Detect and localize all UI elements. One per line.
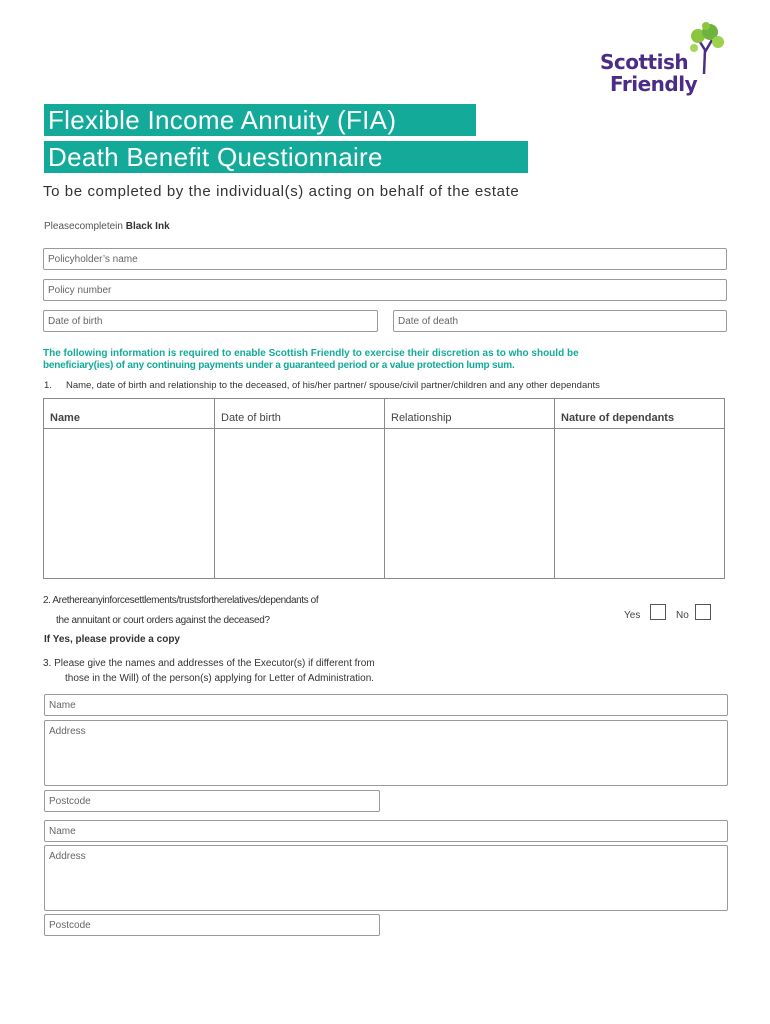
question-2-line1: 2. Arethereanyinforcesettlements/trustsfortherelatives/dependants of: [43, 595, 319, 606]
page-title-line2: Death Benefit Questionnaire: [44, 141, 528, 173]
executor-2-postcode-label: Postcode: [49, 920, 91, 931]
executor-1-name-label: Name: [49, 700, 76, 711]
executor-1-address-label: Address: [49, 726, 86, 737]
scottish-friendly-logo: [596, 22, 728, 102]
table-column-nature-of-dependants[interactable]: [555, 399, 725, 578]
page-subtitle: To be completed by the individual(s) acting on behalf of the estate: [43, 183, 520, 200]
yes-label: Yes: [624, 610, 641, 621]
question-1-text: Name, date of birth and relationship to the deceased, of his/her partner/ spouse/civil partner/children and any other dependants: [66, 380, 600, 391]
yes-checkbox[interactable]: [650, 604, 666, 620]
question-3-line2: those in the Will) of the person(s) applying for Letter of Administration.: [65, 673, 375, 684]
date-of-death-field[interactable]: [393, 310, 727, 332]
executor-2-address-label: Address: [49, 851, 86, 862]
logo-text-line2: Friendly: [610, 72, 698, 96]
table-header-relationship: Relationship: [391, 412, 452, 424]
executor-2-name-field[interactable]: [44, 820, 728, 842]
no-checkbox[interactable]: [695, 604, 711, 620]
executor-2-address-field[interactable]: [44, 845, 728, 911]
intro-text: [43, 348, 703, 372]
executor-1-name-field[interactable]: [44, 694, 728, 716]
question-1-number: 1.: [44, 380, 52, 391]
intro-line1: The following information is required to enable Scottish Friendly to exercise their discretion as to who should be: [43, 348, 579, 359]
tree-logo-icon: [686, 22, 726, 74]
date-of-death-label: Date of death: [398, 316, 459, 327]
ink-instruction-prefix: Pleasecompletein: [44, 221, 126, 232]
dependants-table: [43, 398, 725, 579]
ink-instruction-emphasis: Black Ink: [125, 221, 170, 232]
executor-1-postcode-label: Postcode: [49, 796, 91, 807]
page-title-line1: Flexible Income Annuity (FIA): [44, 104, 476, 136]
no-label: No: [676, 610, 689, 621]
table-column-name[interactable]: [44, 399, 215, 578]
policyholder-name-field[interactable]: [43, 248, 727, 270]
table-column-date-of-birth[interactable]: [215, 399, 385, 578]
table-column-relationship[interactable]: [385, 399, 555, 578]
question-1: [44, 380, 600, 391]
intro-line2: beneficiary(ies) of any continuing payments under a guaranteed period or a value protection lump sum.: [43, 360, 515, 371]
question-3-line1: 3. Please give the names and addresses of the Executor(s) if different from: [43, 658, 375, 669]
executor-1-postcode-field[interactable]: [44, 790, 380, 812]
executor-1-address-field[interactable]: [44, 720, 728, 786]
date-of-birth-field[interactable]: [43, 310, 378, 332]
question-2-line2: the annuitant or court orders against the deceased?: [56, 615, 270, 626]
executor-2-name-label: Name: [49, 826, 76, 837]
ink-instruction: [44, 221, 170, 232]
policy-number-label: Policy number: [48, 285, 112, 296]
date-of-birth-label: Date of birth: [48, 316, 103, 327]
policy-number-field[interactable]: [43, 279, 727, 301]
table-header-name: Name: [50, 412, 80, 424]
if-yes-note: If Yes, please provide a copy: [44, 634, 180, 645]
table-header-date-of-birth: Date of birth: [221, 412, 281, 424]
logo-text-line1: Scottish: [600, 50, 689, 74]
policyholder-name-label: Policyholder’s name: [48, 254, 138, 265]
executor-2-postcode-field[interactable]: [44, 914, 380, 936]
table-header-nature-of-dependants: Nature of dependants: [561, 412, 675, 424]
